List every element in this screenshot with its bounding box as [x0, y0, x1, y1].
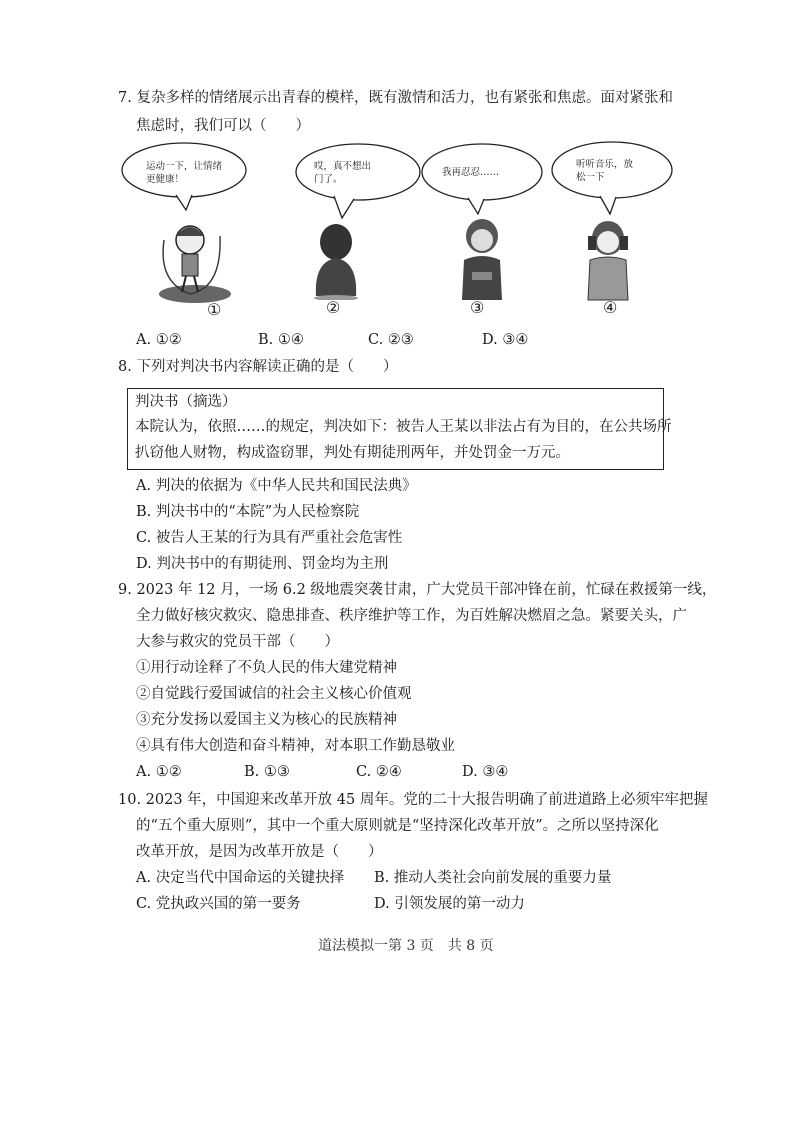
q9-option-a[interactable]: A. ①②: [136, 764, 182, 780]
q8-option-d[interactable]: D. 判决书中的有期徒刑、罚金均为主刑: [136, 556, 389, 572]
listening-music-figure: [576, 214, 640, 302]
enduring-boy-figure: [452, 214, 512, 302]
figure-label-2: ②: [326, 298, 341, 317]
q9-stem-line3: 大参与救灾的党员干部（ ）: [136, 634, 339, 650]
q10-stem-line3: 改革开放，是因为改革开放是（ ）: [136, 844, 383, 860]
q8-option-c[interactable]: C. 被告人王某的行为具有严重社会危害性: [136, 530, 403, 546]
q7-option-a[interactable]: A. ①②: [136, 332, 182, 348]
q9-statement-1: ①用行动诠释了不负人民的伟大建党精神: [136, 660, 397, 676]
q10-option-b[interactable]: B. 推动人类社会向前发展的重要力量: [374, 870, 612, 886]
verdict-title: 判决书（摘选）: [135, 394, 237, 410]
q7-option-d[interactable]: D. ③④: [482, 332, 529, 348]
q7-stem-line2: 焦虑时，我们可以（ ）: [136, 118, 310, 134]
q9-stem-line2: 全力做好核灾救灾、隐患排查、秩序维护等工作，为百姓解决燃眉之急。紧要关头，广: [136, 608, 687, 624]
q7-option-b[interactable]: B. ①④: [258, 332, 304, 348]
q10-option-a[interactable]: A. 决定当代中国命运的关键抉择: [136, 870, 345, 886]
q10-stem-line1: 10. 2023 年，中国迎来改革开放 45 周年。党的二十大报告明确了前进道路上必须牢牢把握: [118, 792, 708, 808]
q8-option-b[interactable]: B. 判决书中的“本院”为人民检察院: [136, 504, 360, 520]
q10-option-c[interactable]: C. 党执政兴国的第一要务: [136, 896, 301, 912]
verdict-line1: 本院认为，依照……的规定，判决如下：被告人王某以非法占有为目的，在公共场所: [135, 419, 672, 435]
bubble-text-2: 哎，真不想出 门了。: [314, 161, 372, 185]
q9-stem-line1: 9. 2023 年 12 月，一场 6.2 级地震突袭甘肃，广大党员干部冲锋在前，忙碌在救援第一线，: [118, 582, 717, 598]
q10-option-d[interactable]: D. 引领发展的第一动力: [374, 896, 525, 912]
q7-stem-line1: 7. 复杂多样的情绪展示出青春的模样，既有激情和活力，也有紧张和焦虑。面对紧张和: [118, 90, 673, 106]
q8-stem: 8. 下列对判决书内容解读正确的是（ ）: [118, 359, 398, 375]
q9-option-d[interactable]: D. ③④: [462, 764, 509, 780]
q9-statement-2: ②自觉践行爱国诚信的社会主义核心价值观: [136, 686, 412, 702]
q9-statement-3: ③充分发扬以爱国主义为核心的民族精神: [136, 712, 397, 728]
verdict-line2: 扒窃他人财物，构成盗窃罪，判处有期徒刑两年，并处罚金一万元。: [135, 445, 570, 461]
q9-statement-4: ④具有伟大创造和奋斗精神，对本职工作勤恳敬业: [136, 738, 455, 754]
sad-person-figure: [306, 218, 366, 300]
jumping-rope-girl-figure: [150, 212, 240, 304]
q9-option-c[interactable]: C. ②④: [356, 764, 402, 780]
bubble-text-1: 运动一下，让情绪 更健康！: [146, 161, 223, 185]
figure-label-3: ③: [470, 298, 485, 317]
bubble-text-4: 听听音乐，放 松一下: [576, 159, 634, 183]
bubble-text-3: 我再忍忍……: [442, 167, 500, 178]
q8-option-a[interactable]: A. 判决的依据为《中华人民共和国民法典》: [136, 478, 417, 494]
q9-option-b[interactable]: B. ①③: [244, 764, 290, 780]
page-footer: 道法模拟一第 3 页 共 8 页: [318, 938, 494, 954]
figure-label-1: ①: [207, 300, 222, 319]
q7-option-c[interactable]: C. ②③: [368, 332, 414, 348]
figure-label-4: ④: [603, 298, 618, 317]
q10-stem-line2: 的“五个重大原则”，其中一个重大原则就是“坚持深化改革开放”。之所以坚持深化: [136, 818, 659, 834]
